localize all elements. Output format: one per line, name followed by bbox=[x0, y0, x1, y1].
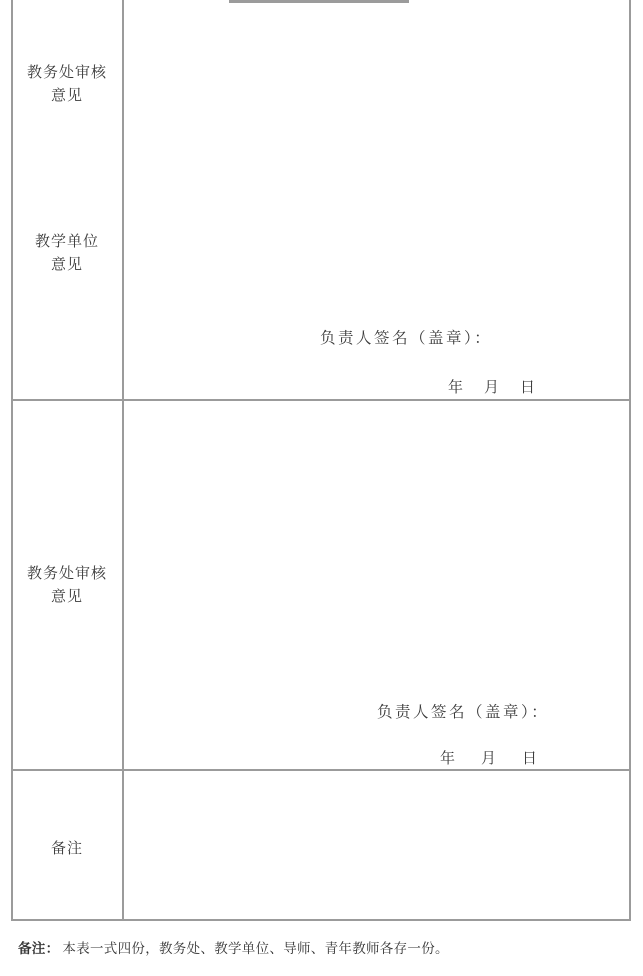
responsible-person-signature-label-1: 负责人签名（盖章）： bbox=[320, 330, 493, 347]
footnote-body: 本表一式四份，教务处、教学单位、导师、青年教师各存一份。 bbox=[62, 941, 449, 956]
day-label: 日 bbox=[522, 751, 538, 767]
year-label: 年 bbox=[440, 751, 456, 767]
day-label: 日 bbox=[520, 380, 536, 396]
table-bottom-border bbox=[11, 919, 631, 921]
footnote-prefix: 备注： bbox=[18, 941, 60, 956]
label-line: 教务处审核 bbox=[26, 65, 107, 81]
cropped-cell-bottom-border bbox=[229, 0, 409, 3]
month-label: 月 bbox=[484, 380, 500, 396]
row-divider-1 bbox=[11, 399, 631, 401]
label-academic-affairs-review-opinion-top bbox=[12, 62, 122, 108]
label-teaching-unit-opinion bbox=[12, 231, 122, 277]
date-placeholder-line-2 bbox=[440, 751, 537, 767]
row-divider-2 bbox=[11, 769, 631, 771]
label-line: 教学单位 bbox=[34, 234, 99, 250]
label-line: 教务处审核 bbox=[26, 566, 107, 582]
table-right-border bbox=[629, 0, 631, 921]
month-label: 月 bbox=[481, 751, 497, 767]
footnote bbox=[18, 937, 449, 957]
date-placeholder-line-1 bbox=[448, 380, 535, 396]
label-line: 意见 bbox=[50, 589, 83, 605]
responsible-person-signature-label-2: 负责人签名（盖章）： bbox=[377, 704, 550, 721]
label-academic-affairs-review-opinion bbox=[12, 563, 122, 609]
table-left-border bbox=[11, 0, 13, 921]
year-label: 年 bbox=[448, 380, 464, 396]
label-line: 备注 bbox=[50, 841, 83, 857]
label-remarks bbox=[12, 838, 122, 861]
table-column-divider bbox=[122, 0, 124, 921]
label-line: 意见 bbox=[50, 257, 83, 273]
label-line: 意见 bbox=[50, 88, 83, 104]
